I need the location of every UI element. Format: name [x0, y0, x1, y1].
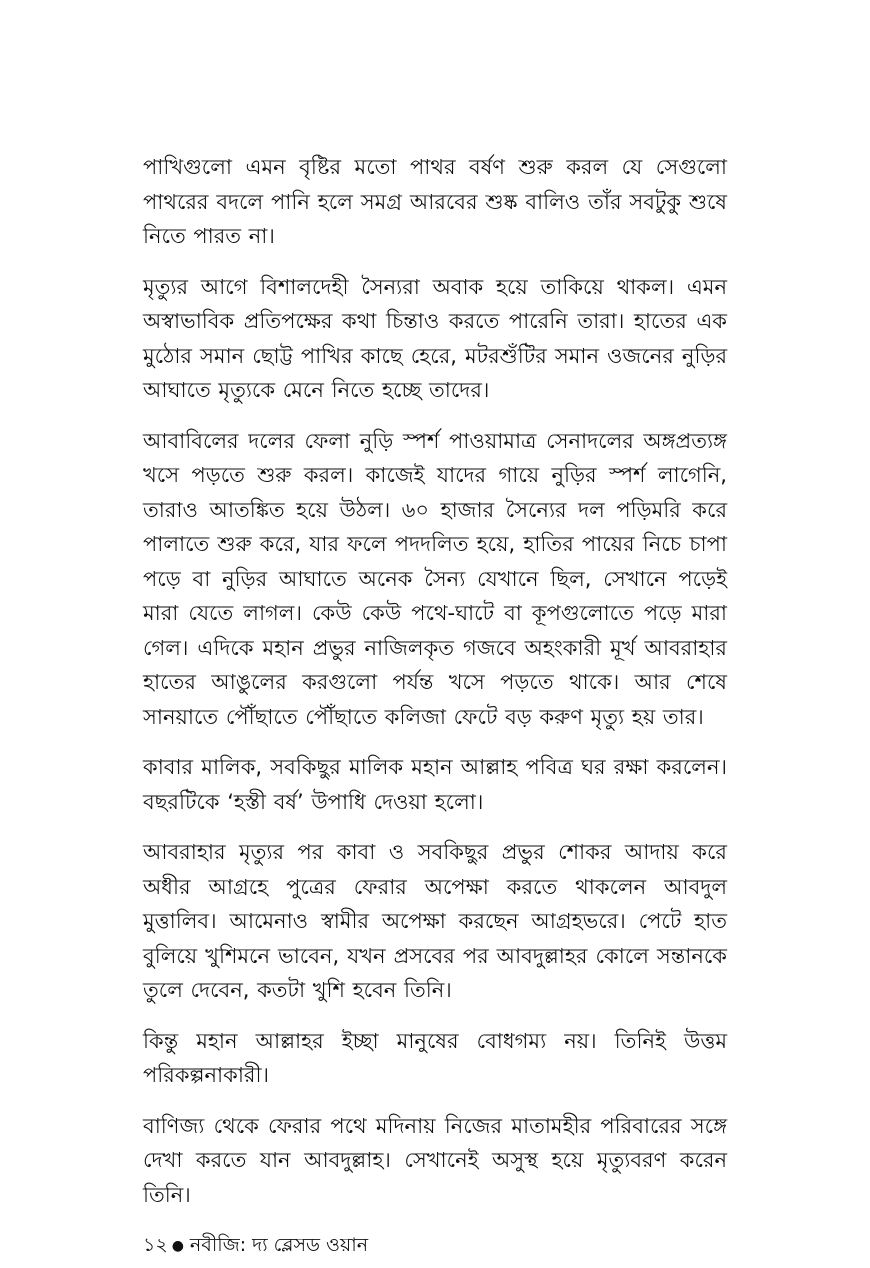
- paragraph: বাণিজ্য থেকে ফেরার পথে মদিনায় নিজের মাতামহীর পরিবারের সঙ্গে দেখা করতে যান আবদুল্লাহ। সেখানেই অসুস্থ হয়ে মৃত্যুবরণ করেন তিনি।: [143, 1113, 727, 1207]
- paragraph: মৃত্যুর আগে বিশালদেহী সৈন্যরা অবাক হয়ে তাকিয়ে থাকল। এমন অস্বাভাবিক প্রতিপক্ষের কথা চিন্তাও করতে পারেনি তারা। হাতের এক মুঠোর সমান ছোট্ট পাখির কাছে হেরে, মটরশুঁটির সমান ওজনের নুড়ির আঘাতে মৃত্যুকে মেনে নিতে হচ্ছে তাদের।: [143, 274, 727, 402]
- page-footer: [143, 1233, 368, 1258]
- book-title: নবীজি: দ্য ব্লেসড ওয়ান: [189, 1234, 369, 1256]
- paragraph: কাবার মালিক, সবকিছুর মালিক মহান আল্লাহ পবিত্র ঘর রক্ষা করলেন। বছরটিকে ‘হস্তী বর্ষ’ উপাধি দেওয়া হলো।: [143, 755, 727, 814]
- page-number: ১২: [143, 1234, 168, 1256]
- paragraph: পাখিগুলো এমন বৃষ্টির মতো পাথর বর্ষণ শুরু করল যে সেগুলো পাথরের বদলে পানি হলে সমগ্র আরবের শুষ্ক বালিও তাঁর সবটুকু শুষে নিতে পারত না।: [143, 155, 727, 248]
- paragraph: কিন্তু মহান আল্লাহর ইচ্ছা মানুষের বোধগম্য নয়। তিনিই উত্তম পরিকল্পনাকারী।: [143, 1028, 727, 1087]
- page-body: [143, 150, 727, 1228]
- footer-bullet: ●: [171, 1238, 184, 1254]
- paragraph: আবরাহার মৃত্যুর পর কাবা ও সবকিছুর প্রভুর শোকর আদায় করে অধীর আগ্রহে পুত্রের ফেরার অপেক্ষা করতে থাকলেন আবদুল মুত্তালিব। আমেনাও স্বামীর অপেক্ষা করছেন আগ্রহভরে। পেটে হাত বুলিয়ে খুশিমনে ভাবেন, যখন প্রসবের পর আবদুল্লাহর কোলে সন্তানকে তুলে দেবেন, কতটা খুশি হবেন তিনি।: [143, 840, 727, 1002]
- paragraph: আবাবিলের দলের ফেলা নুড়ি স্পর্শ পাওয়ামাত্র সেনাদলের অঙ্গপ্রত্যঙ্গ খসে পড়তে শুরু করল। কাজেই যাদের গায়ে নুড়ির স্পর্শ লাগেনি, তারাও আতঙ্কিত হয়ে উঠল। ৬০ হাজার সৈন্যের দল পড়িমরি করে পালাতে শুরু করে, যার ফলে পদদলিত হয়ে, হাতির পায়ের নিচে চাপা পড়ে বা নুড়ির আঘাতে অনেক সৈন্য যেখানে ছিল, সেখানে পড়েই মারা যেতে লাগল। কেউ কেউ পথে-ঘাটে বা কূপগুলোতে পড়ে মারা গেল। এদিকে মহান প্রভুর নাজিলকৃত গজবে অহংকারী মূর্খ আবরাহার হাতের আঙুলের করগুলো পর্যন্ত খসে পড়তে থাকে। আর শেষে সানয়াতে পৌঁছাতে পৌঁছাতে কলিজা ফেটে বড় করুণ মৃত্যু হয় তার।: [143, 428, 727, 729]
